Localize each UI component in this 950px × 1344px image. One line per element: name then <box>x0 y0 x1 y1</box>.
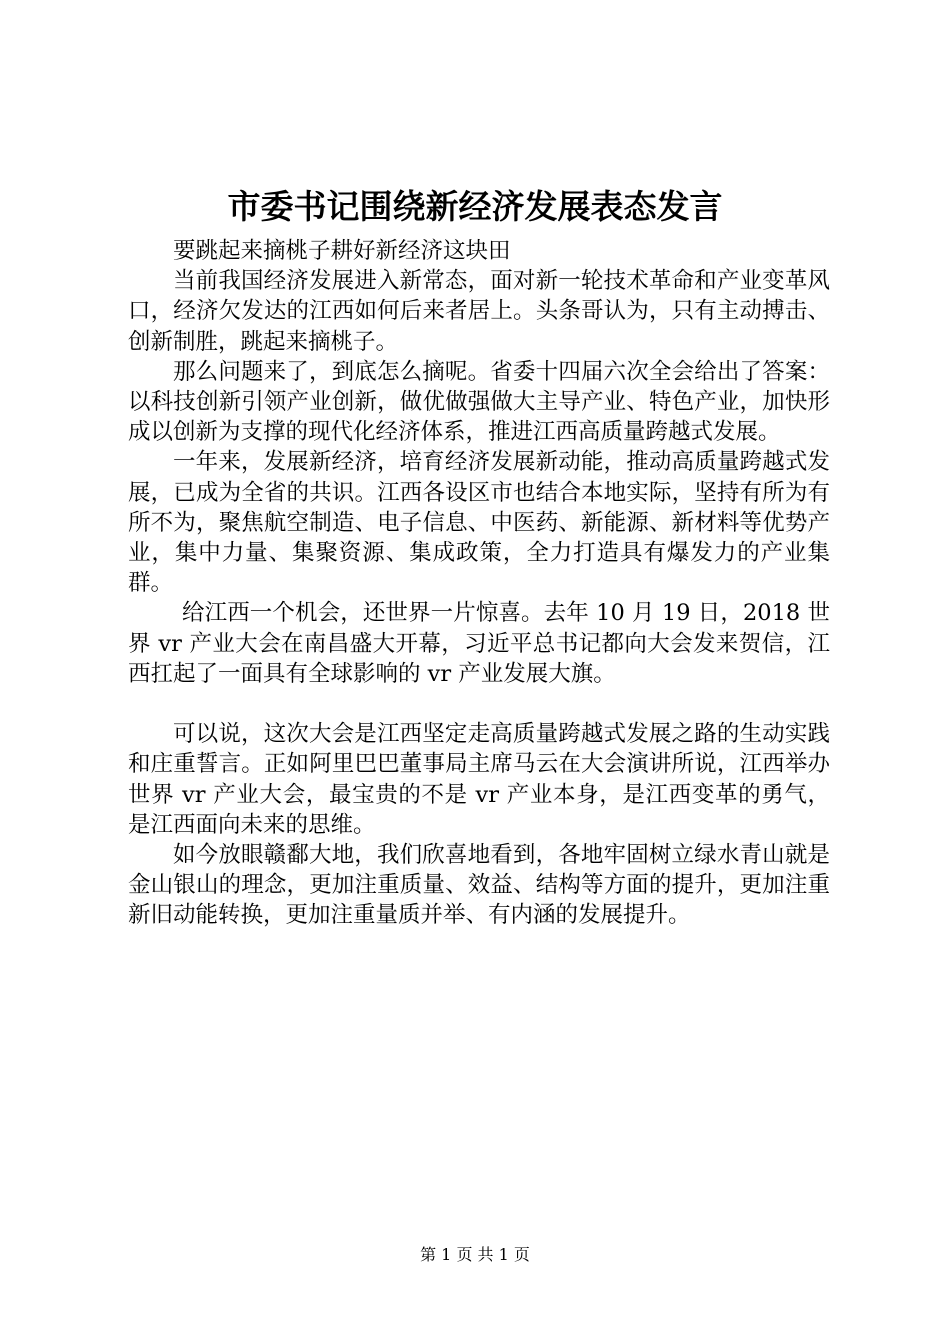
paragraph: 可以说，这次大会是江西坚定走高质量跨越式发展之路的生动实践和庄重誓言。正如阿里巴巴董事局主席马云在大会演讲所说，江西举办世界 vr 产业大会，最宝贵的不是 vr 产业本身，是江西变革的勇气，是江西面向未来的思维。 <box>128 721 830 838</box>
paragraph: 当前我国经济发展进入新常态，面对新一轮技术革命和产业变革风口，经济欠发达的江西如何后来者居上。头条哥认为，只有主动搏击、创新制胜，跳起来摘桃子。 <box>128 268 830 355</box>
document-title: 市委书记围绕新经济发展表态发言 <box>227 187 723 226</box>
paragraph: 如今放眼赣鄱大地，我们欣喜地看到，各地牢固树立绿水青山就是金山银山的理念，更加注重质量、效益、结构等方面的提升，更加注重新旧动能转换，更加注重量质并举、有内涵的发展提升。 <box>128 842 830 929</box>
paragraph: 一年来，发展新经济，培育经济发展新动能，推动高质量跨越式发展，已成为全省的共识。江西各设区市也结合本地实际，坚持有所为有所不为，聚焦航空制造、电子信息、中医药、新能源、新材料等优势产业，集中力量、集聚资源、集成政策，全力打造具有爆发力的产业集群。 <box>128 449 830 597</box>
document-subtitle: 要跳起来摘桃子耕好新经济这块田 <box>173 238 511 264</box>
page-footer: 第 1 页 共 1 页 <box>420 1245 530 1264</box>
document-body <box>128 236 830 931</box>
paragraph: 那么问题来了，到底怎么摘呢。省委十四届六次全会给出了答案：以科技创新引领产业创新，做优做强做大主导产业、特色产业，加快形成以创新为支撑的现代化经济体系，推进江西高质量跨越式发展。 <box>128 358 830 446</box>
paragraph: 给江西一个机会，还世界一片惊喜。去年 10 月 19 日，2018 世界 vr 产业大会在南昌盛大开幕，习近平总书记都向大会发来贺信，江西扛起了一面具有全球影响的 vr 产业发展大旗。 <box>128 600 830 687</box>
